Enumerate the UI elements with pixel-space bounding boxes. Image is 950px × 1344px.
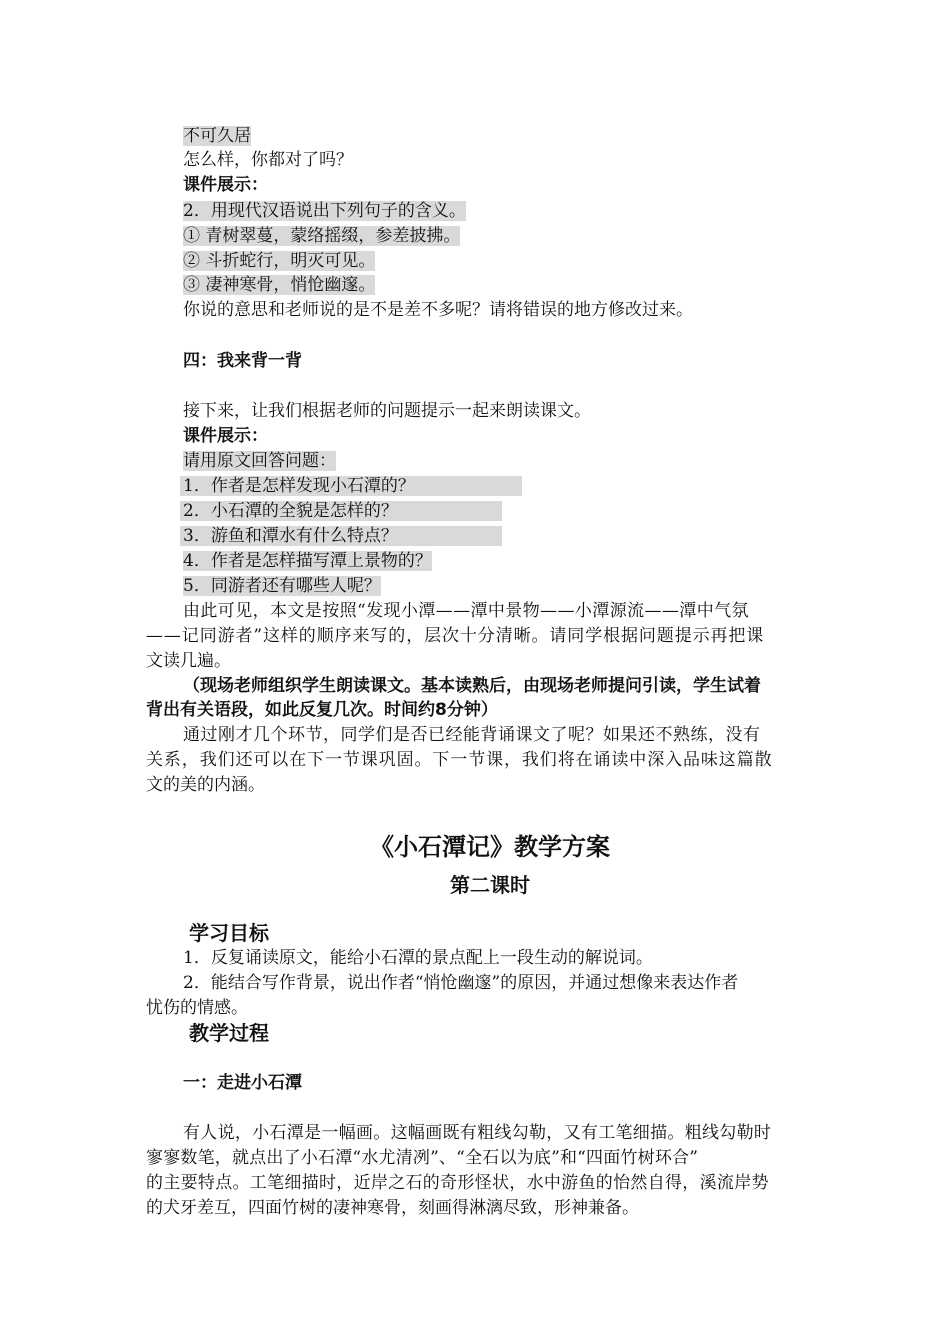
check-question: 怎么样，你都对了吗？: [183, 150, 353, 170]
summary-line: 由此可见，本文是按照“发现小潭——潭中景物——小潭源流——潭中气氛: [183, 601, 749, 621]
plan-title: 《小石潭记》教学方案: [370, 833, 610, 861]
objective-item: 2．能结合写作背景，说出作者“悄怆幽邃”的原因，并通过想像来表达作者: [183, 973, 739, 993]
body-line: 的主要特点。工笔细描时，近岸之石的奇形怪状，水中游鱼的怡然自得，溪流岸势: [146, 1173, 769, 1193]
question-item: 3．游鱼和潭水有什么特点？: [183, 526, 398, 546]
teacher-note-line: 背出有关语段，如此反复几次。时间约8分钟）: [146, 700, 498, 720]
sentence-item: ② 斗折蛇行，明灭可见。: [183, 251, 376, 271]
body-line: 寥寥数笔，就点出了小石潭“水尤清冽”、“全石以为底”和“四面竹树环合”: [146, 1148, 699, 1168]
question-item: 2．小石潭的全貌是怎样的？: [183, 501, 398, 521]
body-line: 的犬牙差互，四面竹树的凄神寒骨，刻画得淋漓尽致，形神兼备。: [146, 1198, 639, 1218]
objectives-heading: 学习目标: [189, 921, 269, 945]
section-heading-recite: 四：我来背一背: [183, 351, 302, 371]
step-heading: 一：走进小石潭: [183, 1073, 302, 1093]
lesson-subtitle: 第二课时: [450, 873, 530, 897]
question-item: 5．同游者还有哪些人呢？: [183, 576, 381, 596]
summary-line: ——记同游者”这样的顺序来写的，层次十分清晰。请同学根据问题提示再把课: [146, 626, 765, 646]
question-item: 4．作者是怎样描写潭上景物的？: [183, 551, 432, 571]
objective-item: 1．反复诵读原文，能给小石潭的景点配上一段生动的解说词。: [183, 948, 653, 968]
objective-item-cont: 忧伤的情感。: [146, 998, 248, 1018]
courseware-label: 课件展示：: [183, 426, 268, 446]
process-heading: 教学过程: [189, 1021, 269, 1045]
closing-line: 文的美的内涵。: [146, 775, 265, 795]
sentence-item: ① 青树翠蔓，蒙络摇缀，参差披拂。: [183, 226, 461, 246]
recite-intro: 接下来，让我们根据老师的问题提示一起来朗读课文。: [183, 401, 591, 421]
question-item: 1．作者是怎样发现小石潭的？: [183, 476, 415, 496]
courseware-label: 课件展示：: [183, 175, 268, 195]
body-line: 有人说，小石潭是一幅画。这幅画既有粗线勾勒，又有工笔细描。粗线勾勒时: [183, 1123, 772, 1143]
summary-line: 文读几遍。: [146, 651, 231, 671]
teacher-note-line: （现场老师组织学生朗读课文。基本读熟后，由现场老师提问引读，学生试着: [183, 676, 761, 696]
answer-text: 不可久居: [183, 126, 251, 146]
closing-line: 关系，我们还可以在下一节课巩固。下一节课，我们将在诵读中深入品味这篇散: [146, 750, 773, 770]
task-2-text: 2．用现代汉语说出下列句子的含义。: [183, 201, 466, 221]
question-instruction: 请用原文回答问题：: [183, 451, 336, 471]
closing-line: 通过刚才几个环节，同学们是否已经能背诵课文了呢？如果还不熟练，没有: [183, 725, 761, 745]
revise-prompt: 你说的意思和老师说的是不是差不多呢？请将错误的地方修改过来。: [183, 300, 693, 320]
sentence-item: ③ 凄神寒骨，悄怆幽邃。: [183, 275, 376, 295]
